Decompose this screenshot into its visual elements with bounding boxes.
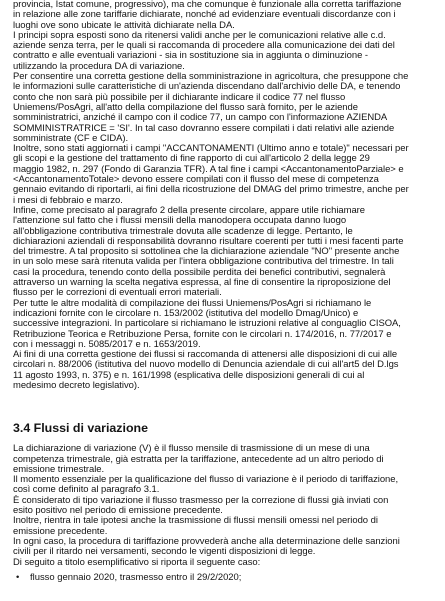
text-line: provincia, Istat comune, progressivo), ma che comunque è funzionale alla corretta tariffazione (13, 0, 402, 10)
section-spacer (13, 391, 439, 421)
text-line: esito positivo nel periodo di emissione precedente. (13, 505, 223, 517)
text-line: Il momento essenziale per la qualificazione del flusso di variazione è il periodo di tariffazione, (13, 474, 399, 486)
text-line: La dichiarazione di variazione (V) è il flusso mensile di trasmissione di un mese di una (13, 443, 370, 455)
bullet-list-item (13, 573, 439, 583)
text-line: Ai fini di una corretta gestione dei flussi si raccomanda di attenersi alle disposizioni di cui alle (13, 349, 398, 361)
text-line: somministrate (CF e CIDA). (13, 132, 129, 144)
text-line: competenza trimestrale, già estratta per la tariffazione, antecedente ad un altro periodo di (13, 453, 384, 465)
text-line: dichiarazioni aziendali di responsabilità dovranno risultare coerenti per tutti i mesi facenti parte (13, 235, 404, 247)
text-line: gli scopi e la gestione del trattamento di fine rapporto di cui all'articolo 2 della legge 29 (13, 153, 370, 165)
text-line: indicazioni fornite con le circolare n. 153/2002 (istitutiva del modello Dmag/Unico) e (13, 307, 359, 319)
text-line: Uniemens/PosAgri, all'atto della compilazione del flusso sarà fornito, per le aziende (13, 101, 358, 113)
text-line: Per tutte le altre modalità di compilazione dei flussi Uniemens/PosAgri si richiamano le (13, 297, 372, 309)
text-line: Inoltre, sono stati aggiornati i campi "ACCANTONAMENTI (Ultimo anno e totale)" necessari per (13, 143, 409, 155)
text-line: 11 agosto 1993, n. 375) e n. 161/1998 (esplicativa delle disposizioni generali di cui al (13, 369, 365, 381)
text-line: luoghi ove sono ubicate le attività dichiarate nella DA. (13, 19, 235, 31)
text-line: aziende senza terra, per le quali si raccomanda di procedere alla comunicazione dei dati del (13, 40, 395, 52)
text-line: i mesi di febbraio e marzo. (13, 194, 123, 206)
text-line: somministratrici, anziché il campo con il codice 77, un campo con l'informazione AZIENDA (13, 112, 388, 124)
text-line: gennaio evitando di riportarli, ai fini della ricostruzione del DMAG del primo trimestre, anche per (13, 184, 409, 196)
text-line: del trimestre. A tal proposito si sottolinea che la dichiarazione aziendale "NO" presente anche (13, 246, 400, 258)
body-paragraphs-section (13, 444, 439, 568)
text-line: conto che non sarà più possibile per il dichiarante indicare il codice 77 nel flusso (13, 91, 346, 103)
text-line: emissione precedente. (13, 525, 108, 537)
text-line: <AccantonamentoTotale> devono essere compilati con il flusso del mese di competenza (13, 174, 379, 186)
text-line: casi la procedura, tenendo conto della possibile perdita dei benefici contributivi, segnalerà (13, 266, 386, 278)
text-line: civili per il ritardo nei versamenti, secondo le vigenti disposizioni di legge. (13, 546, 316, 558)
text-line: circolari n. 88/2006 (istitutiva del nuovo modello di Denuncia aziendale di cui all'art5 del D.lgs (13, 359, 399, 371)
text-line: In ogni caso, la procedura di tariffazione provvederà anche alla determinazione delle sanzioni (13, 535, 400, 547)
bullet-marker: • (16, 571, 20, 583)
text-line: Infine, come precisato al paragrafo 2 della presente circolare, appare utile richiamare (13, 204, 366, 216)
text-line: Inoltre, rientra in tale ipotesi anche la trasmissione di flussi mensili omessi nel periodo di (13, 515, 378, 527)
text-line: all'obbligazione contributiva trimestrale dovuta alle scadenze di legge. Pertanto, le (13, 225, 353, 237)
text-line: Retribuzione Teorica e Retribuzione Persa, fornite con le circolari n. 174/2016, n. 77/2017 e (13, 328, 392, 340)
text-line: emissione trimestrale. (13, 463, 105, 475)
text-line: le informazioni sulle caratteristiche di un'azienda discendano dall'archivio delle DA, e tenendo (13, 81, 401, 93)
text-line: maggio 1982, n. 297 (Fondo di Garanzia TFR). A tal fine i campi <AccantonamentoParziale> e (13, 163, 404, 175)
text-line: SOMMINISTRATRICE = 'SI'. In tal caso dovranno essere compilati i dati relativi alle aziende (13, 122, 395, 134)
text-line: medesimo decreto legislativo). (13, 379, 140, 391)
text-line: successive integrazioni. In particolare si richiamano le istruzioni relative al conguaglio CISOA, (13, 318, 401, 330)
text-line: contratto e alle eventuali variazioni - sia in sostituzione sia in aggiunta o diminuzione - (13, 50, 369, 62)
text-line: È considerato di tipo variazione il flusso trasmesso per la correzione di flussi già inviati con (13, 494, 389, 506)
text-line: attraverso un warning la scelta negativa espressa, al fine di consentire la riproposizione del (13, 277, 391, 289)
text-line: Per consentire una corretta gestione della somministrazione in agricoltura, che presuppone che (13, 71, 409, 83)
text-line: l'attenzione sul fatto che i flussi mensili della manodopera occupata danno luogo (13, 215, 347, 227)
text-line: flusso per le correzioni di eventuali errori materiali. (13, 287, 222, 299)
section-heading: 3.4 Flussi di variazione (13, 421, 148, 436)
text-line: utilizzando la procedura DA di variazione. (13, 60, 185, 72)
body-paragraphs-top (13, 0, 439, 391)
text-line: in un solo mese sarà ritenuta valida per l'intera obbligazione contributiva del trimestre. In tali (13, 256, 394, 268)
text-line: in relazione alle zone tariffarie dichiarate, nonché ad evidenziare eventuali discordanze con i (13, 9, 396, 21)
bullet-text: flusso gennaio 2020, trasmesso entro il 29/2/2020; (30, 571, 242, 583)
text-line: Di seguito a titolo esemplificativo si riporta il seguente caso: (13, 556, 261, 568)
text-line: I principi sopra esposti sono da ritenersi validi anche per le comunicazioni relative alle c.d. (13, 29, 386, 41)
text-line: con i messaggi n. 5085/2017 e n. 1653/2019. (13, 338, 201, 350)
text-line: così come definito al paragrafo 3.1. (13, 484, 160, 496)
